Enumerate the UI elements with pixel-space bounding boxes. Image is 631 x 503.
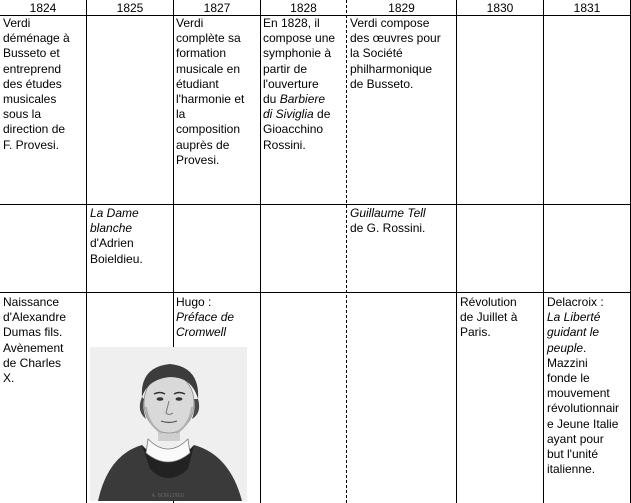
- portrait-engraving: [90, 347, 247, 501]
- work-title: La Dame: [90, 206, 139, 220]
- cell-line: de G. Rossini.: [350, 221, 426, 236]
- cell-line: des œuvres pour: [350, 31, 441, 46]
- cell-line: but l'unité: [547, 447, 598, 462]
- cell-line: Delacroix :: [547, 295, 604, 309]
- event-cell-1830-revolution: [460, 295, 517, 341]
- cell-line: direction de: [3, 122, 66, 137]
- cell-line: d'Adrien: [90, 236, 134, 251]
- cell-line: symphonie à: [263, 46, 332, 61]
- cell-line: mouvement: [547, 386, 610, 401]
- work-title: Préface de: [176, 310, 235, 325]
- cell-line: Busseto et: [3, 46, 60, 61]
- cell-line: Rossini.: [263, 137, 306, 152]
- cell-line: Verdi: [3, 16, 31, 30]
- column-divider: [456, 0, 457, 503]
- cell-line: la Société: [350, 46, 403, 61]
- cell-line: Paris.: [460, 325, 491, 340]
- cell-line: formation: [176, 46, 227, 61]
- event-cell-1829-guillaume-tell: [350, 206, 426, 236]
- portrait-image: [90, 347, 247, 501]
- column-divider: [260, 0, 261, 503]
- cell-line: Naissance: [3, 295, 60, 309]
- year-header: 1828: [290, 1, 317, 15]
- event-cell-1831-delacroix: [547, 295, 619, 477]
- cell-line: complète sa: [176, 31, 241, 46]
- cell-line: En 1828, il: [263, 16, 320, 30]
- cell-line: compose une: [263, 31, 336, 46]
- year-header: 1830: [486, 1, 514, 15]
- year-header: 1829: [388, 1, 415, 15]
- cell-line: Hugo :: [176, 295, 212, 309]
- work-title: Cromwell: [176, 325, 227, 340]
- cell-line: Boieldieu.: [90, 251, 143, 266]
- event-cell-1828-symphony: [263, 16, 335, 153]
- cell-line: philharmonique: [350, 61, 433, 76]
- cell-line: révolutionnair: [547, 401, 620, 416]
- cell-line: des études: [3, 76, 62, 91]
- row-divider: [0, 292, 631, 293]
- cell-text: .: [583, 340, 587, 355]
- event-cell-1824-dumas: [3, 295, 66, 386]
- column-divider: [86, 0, 87, 503]
- year-header: 1831: [573, 1, 601, 15]
- cell-line: Révolution: [460, 295, 517, 309]
- cell-line: de Charles: [3, 355, 62, 370]
- cell-line: Verdi: [176, 16, 204, 30]
- cell-line: italienne.: [547, 462, 596, 477]
- cell-line: Verdi compose: [350, 16, 430, 30]
- cell-line: d'Alexandre: [3, 310, 66, 325]
- event-cell-1827-hugo: [176, 295, 234, 341]
- event-cell-1825-dame-blanche: [90, 206, 143, 267]
- cell-line: Gioacchino: [263, 122, 324, 137]
- column-divider: [543, 0, 544, 503]
- event-cell-1827-verdi: [176, 16, 244, 168]
- cell-line: fonde le: [547, 371, 590, 386]
- portrait-caption: A. BOIELDIEU: [151, 493, 185, 499]
- cell-line: l'ouverture: [263, 76, 319, 91]
- cell-text: de: [313, 107, 331, 122]
- cell-line: ayant pour: [547, 431, 604, 446]
- cell-line: musicales: [3, 92, 57, 107]
- cell-line: Dumas fils.: [3, 325, 63, 340]
- cell-line: Mazzini: [547, 355, 588, 370]
- work-title: peuple: [547, 340, 584, 355]
- event-cell-1829-verdi: [350, 16, 441, 92]
- work-title: guidant le: [547, 325, 600, 340]
- column-divider-dashed: [346, 0, 347, 503]
- cell-line: déménage à: [3, 31, 70, 46]
- cell-text: du: [263, 92, 280, 107]
- cell-line: [263, 92, 335, 107]
- year-header: 1827: [203, 1, 231, 15]
- cell-line: X.: [3, 371, 15, 386]
- cell-line: F. Provesi.: [3, 137, 60, 152]
- work-title: Guillaume Tell: [350, 206, 426, 220]
- cell-line: étudiant: [176, 76, 219, 91]
- cell-line: sous la: [3, 107, 42, 122]
- work-title: blanche: [90, 221, 133, 236]
- cell-line: de Busseto.: [350, 76, 414, 91]
- row-divider: [0, 204, 631, 205]
- cell-line: composition: [176, 122, 241, 137]
- cell-line: l'harmonie et: [176, 92, 245, 107]
- work-title: Barbiere: [279, 92, 326, 107]
- year-header: 1824: [29, 1, 57, 15]
- work-title: La Liberté: [547, 310, 601, 325]
- year-header: 1825: [116, 1, 144, 15]
- cell-line: musicale en: [176, 61, 241, 76]
- cell-line: de Juillet à: [460, 310, 518, 325]
- cell-line: [547, 341, 619, 356]
- cell-line: partir de: [263, 61, 308, 76]
- cell-line: [263, 107, 335, 122]
- cell-line: e Jeune Italie: [547, 416, 619, 431]
- cell-line: Provesi.: [176, 152, 220, 167]
- cell-line: entreprend: [3, 61, 62, 76]
- cell-line: auprès de: [176, 137, 230, 152]
- event-cell-1824-verdi: [3, 16, 70, 153]
- work-title: di Siviglia: [263, 107, 314, 122]
- cell-line: la: [176, 107, 186, 122]
- cell-line: Avènement: [3, 340, 64, 355]
